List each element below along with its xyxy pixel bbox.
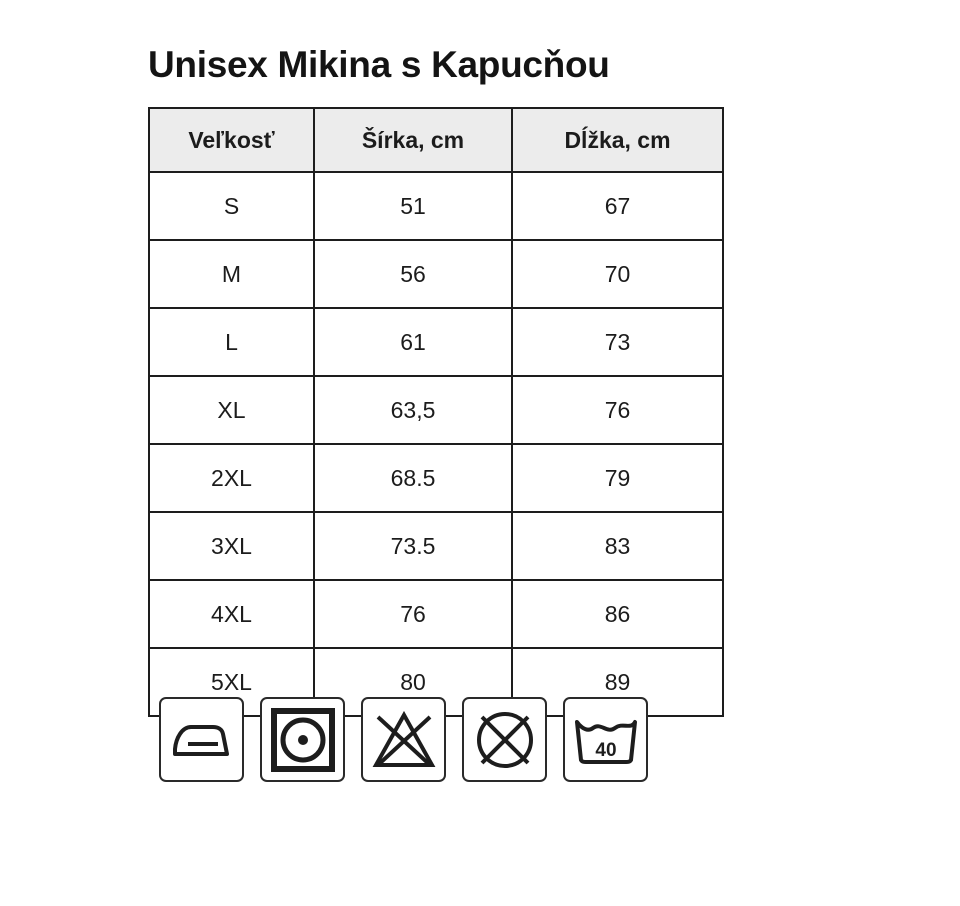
cell-length: 70 <box>512 240 723 308</box>
cell-size: 3XL <box>149 512 314 580</box>
cell-length: 67 <box>512 172 723 240</box>
size-chart-table <box>148 107 724 717</box>
do-not-bleach-icon <box>361 697 446 782</box>
cell-length: 73 <box>512 308 723 376</box>
column-header-width: Šírka, cm <box>314 108 512 172</box>
tumble-dry-low-icon <box>260 697 345 782</box>
table-header <box>149 108 723 172</box>
page-title: Unisex Mikina s Kapucňou <box>148 44 610 85</box>
table-row <box>149 580 723 648</box>
wash-temperature-label: 40 <box>594 739 617 761</box>
cell-size: 2XL <box>149 444 314 512</box>
table-row <box>149 308 723 376</box>
cell-size: S <box>149 172 314 240</box>
cell-length: 79 <box>512 444 723 512</box>
cell-width: 63,5 <box>314 376 512 444</box>
table-row <box>149 376 723 444</box>
table-row <box>149 444 723 512</box>
wash-40-icon <box>563 697 648 782</box>
cell-length: 83 <box>512 512 723 580</box>
cell-size: XL <box>149 376 314 444</box>
column-header-size: Veľkosť <box>149 108 314 172</box>
cell-length: 86 <box>512 580 723 648</box>
cell-size: L <box>149 308 314 376</box>
care-instructions <box>159 697 648 782</box>
cell-width: 56 <box>314 240 512 308</box>
column-header-length: Dĺžka, cm <box>512 108 723 172</box>
table-header-row <box>149 108 723 172</box>
cell-width: 51 <box>314 172 512 240</box>
cell-size: M <box>149 240 314 308</box>
cell-width: 73.5 <box>314 512 512 580</box>
table-body <box>149 172 723 716</box>
cell-width: 80 <box>314 648 512 716</box>
do-not-dry-clean-icon <box>462 697 547 782</box>
table-row <box>149 512 723 580</box>
iron-icon <box>159 697 244 782</box>
cell-width: 61 <box>314 308 512 376</box>
cell-width: 76 <box>314 580 512 648</box>
cell-width: 68.5 <box>314 444 512 512</box>
cell-size: 5XL <box>149 648 314 716</box>
cell-size: 4XL <box>149 580 314 648</box>
table-row <box>149 240 723 308</box>
table-row <box>149 172 723 240</box>
cell-length: 76 <box>512 376 723 444</box>
cell-length: 89 <box>512 648 723 716</box>
